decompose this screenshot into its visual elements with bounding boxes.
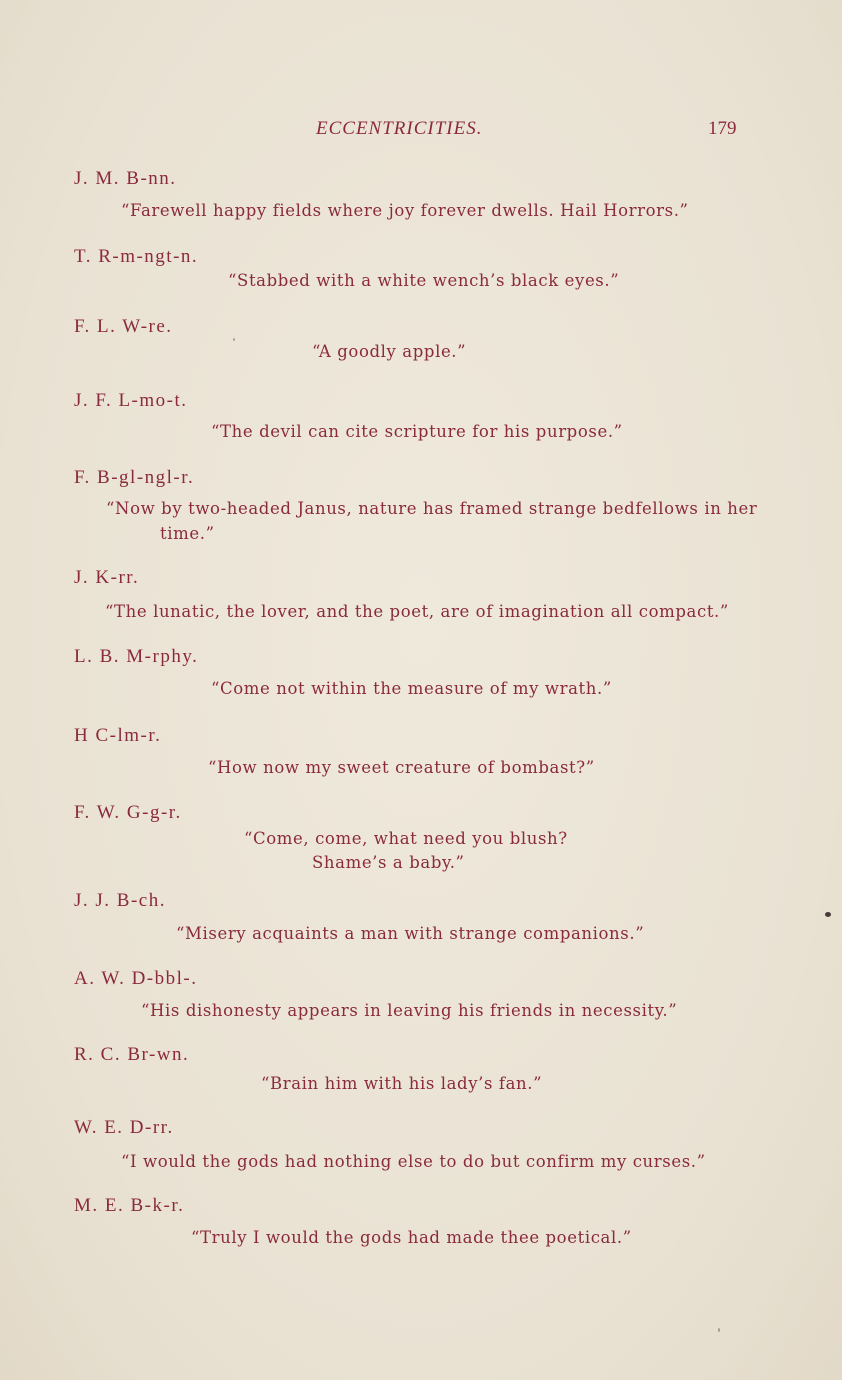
quote-line: “Farewell happy fields where joy forever dwells. Hail Horrors.” <box>121 201 689 220</box>
ink-speck <box>825 912 831 917</box>
running-title: ECCENTRICITIES. <box>316 118 483 139</box>
page-number: 179 <box>708 118 737 139</box>
quote-line: “Come, come, what need you blush? <box>244 829 568 848</box>
quote-line: “Come not within the measure of my wrath.” <box>211 679 612 698</box>
person-name: T. R-m-ngt-n. <box>74 246 199 267</box>
person-name: M. E. B-k-r. <box>74 1195 185 1216</box>
quote-line: “How now my sweet creature of bombast?” <box>208 758 595 777</box>
quote-line: “Now by two-headed Janus, nature has framed strange bedfellows in her <box>106 499 758 518</box>
person-name: L. B. M-rphy. <box>74 646 199 667</box>
quote-line: “I would the gods had nothing else to do but confirm my curses.” <box>121 1152 706 1171</box>
quote-line: “A goodly apple.” <box>312 342 467 361</box>
ink-speck <box>718 1328 720 1332</box>
person-name: A. W. D-bbl-. <box>74 968 198 989</box>
quote-line: “Brain him with his lady’s fan.” <box>261 1074 543 1093</box>
person-name: F. B-gl-ngl-r. <box>74 467 195 488</box>
quote-line: “The lunatic, the lover, and the poet, are of imagination all compact.” <box>105 602 729 621</box>
person-name: W. E. D-rr. <box>74 1117 174 1138</box>
running-head <box>0 118 842 142</box>
quote-line: “The devil can cite scripture for his purpose.” <box>211 422 623 441</box>
ink-speck <box>233 338 235 341</box>
person-name: R. C. Br-wn. <box>74 1044 190 1065</box>
person-name: H C-lm-r. <box>74 725 162 746</box>
quote-line: Shame’s a baby.” <box>312 853 465 872</box>
person-name: F. W. G-g-r. <box>74 802 182 823</box>
person-name: J. J. B-ch. <box>74 890 166 911</box>
person-name: J. M. B-nn. <box>74 168 177 189</box>
person-name: J. K-rr. <box>74 567 140 588</box>
quote-line: “His dishonesty appears in leaving his friends in necessity.” <box>141 1001 678 1020</box>
quote-line: time.” <box>160 524 215 543</box>
quote-line: “Stabbed with a white wench’s black eyes.” <box>228 271 620 290</box>
person-name: J. F. L-mo-t. <box>74 390 188 411</box>
quote-line: “Truly I would the gods had made thee poetical.” <box>191 1228 632 1247</box>
person-name: F. L. W-re. <box>74 316 173 337</box>
quote-line: “Misery acquaints a man with strange companions.” <box>176 924 645 943</box>
